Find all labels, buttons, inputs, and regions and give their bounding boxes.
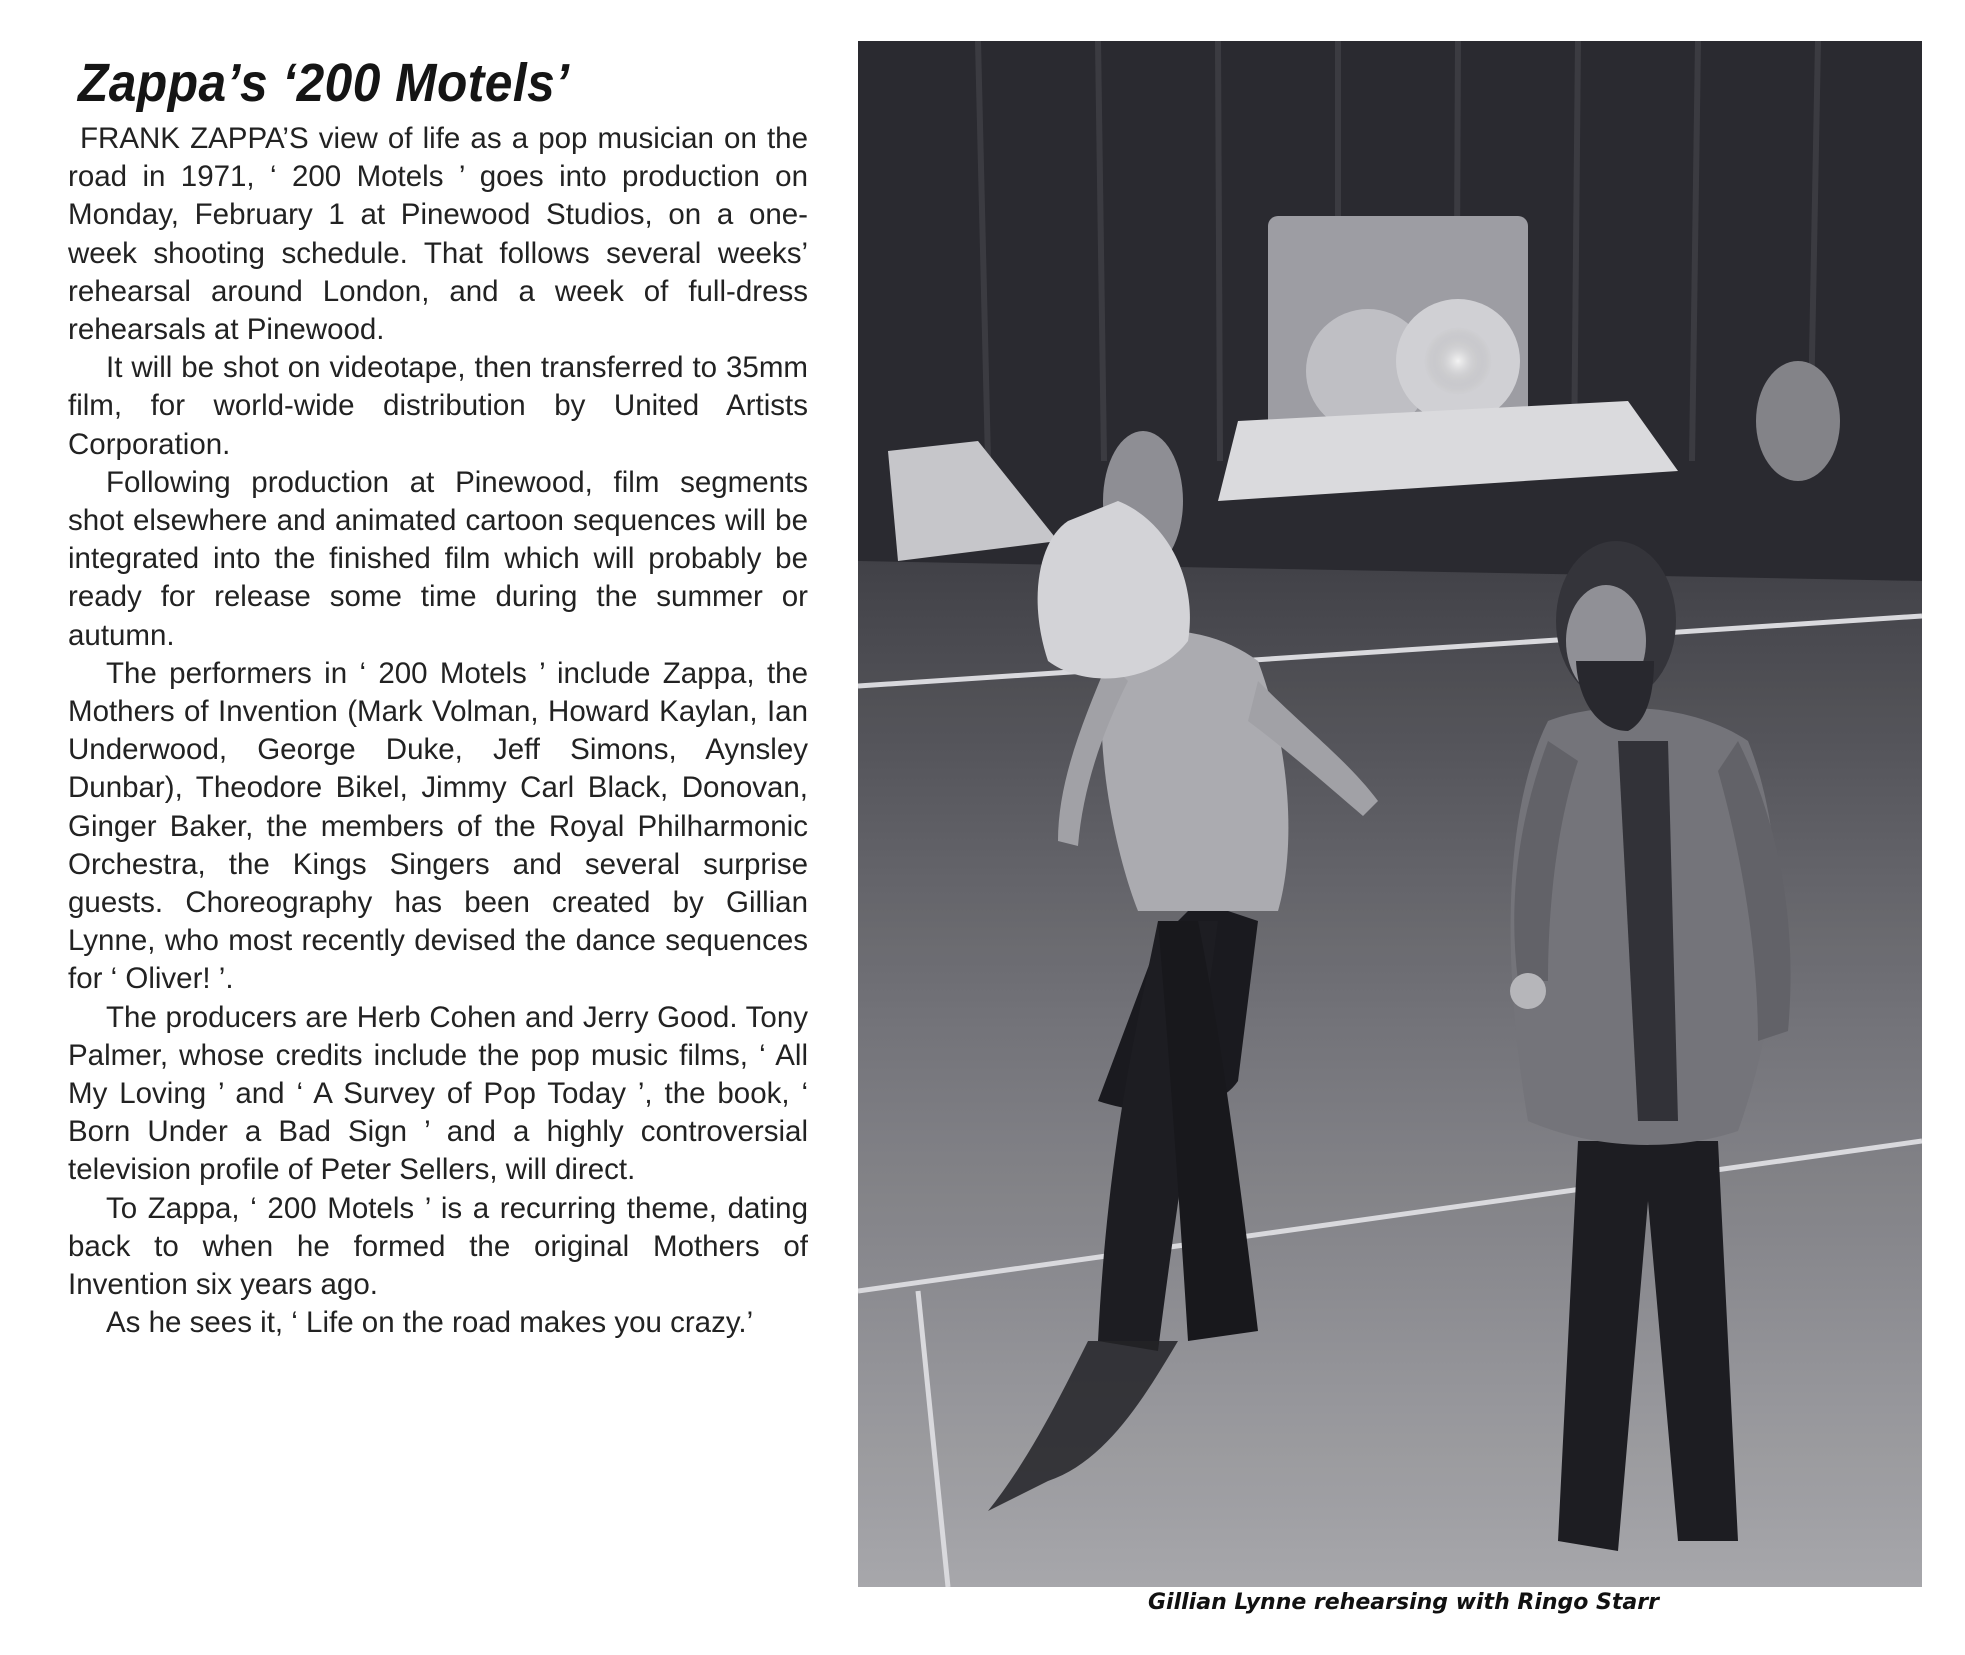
rehearsal-photo: [858, 41, 1922, 1587]
article-paragraph: To Zappa, ‘ 200 Motels ’ is a recurring theme, dating back to when he formed the original Mothers of Invention six years ago.: [68, 1191, 808, 1302]
article-paragraph: FRANK ZAPPA’S view of life as a pop musician on the road in 1971, ‘ 200 Motels ’ goes into production on Monday, February 1 at Pinewood Studios, on a one-week shooting schedule. That follows several weeks’ rehearsal around London, and a week of full-dress rehearsals at Pinewood.: [68, 122, 808, 347]
photo-grain: [858, 41, 1922, 1587]
photo-caption: Gillian Lynne rehearsing with Ringo Starr: [1148, 1590, 1659, 1615]
article-paragraph: It will be shot on videotape, then transferred to 35mm film, for world-wide distribution by United Artists Corporation.: [68, 351, 808, 461]
article-paragraph: The producers are Herb Cohen and Jerry Good. Tony Palmer, whose credits include the pop music films, ‘ All My Loving ’ and ‘ A Survey of Pop Today ’, the book, ‘ Born Under a Bad Sign ’ and a highly controversial television profile of Peter Sellers, will direct.: [68, 1000, 808, 1187]
photo-illustration: [858, 41, 1922, 1587]
article-paragraph: The performers in ‘ 200 Motels ’ include Zappa, the Mothers of Invention (Mark Volman, Howard Kaylan, Ian Underwood, George Duke, Jeff Simons, Aynsley Dunbar), Theodore Bikel, Jimmy Carl Black, Donovan, Ginger Baker, the members of the Royal Philharmonic Orchestra, the Kings Singers and several surprise guests. Choreography has been created by Gillian Lynne, who most recently devised the dance sequences for ‘ Oliver! ’.: [68, 656, 808, 996]
article-paragraph: As he sees it, ‘ Life on the road makes you crazy.’: [106, 1306, 754, 1340]
article-headline: Zappa’s ‘200 Motels’: [78, 53, 570, 113]
article-column: [68, 52, 808, 1343]
photo-image: [858, 41, 1922, 1587]
article-body: [68, 120, 808, 1343]
article-paragraph: Following production at Pinewood, film segments shot elsewhere and animated cartoon sequences will be integrated into the finished film which will probably be ready for release some time during the summer or autumn.: [68, 465, 808, 652]
